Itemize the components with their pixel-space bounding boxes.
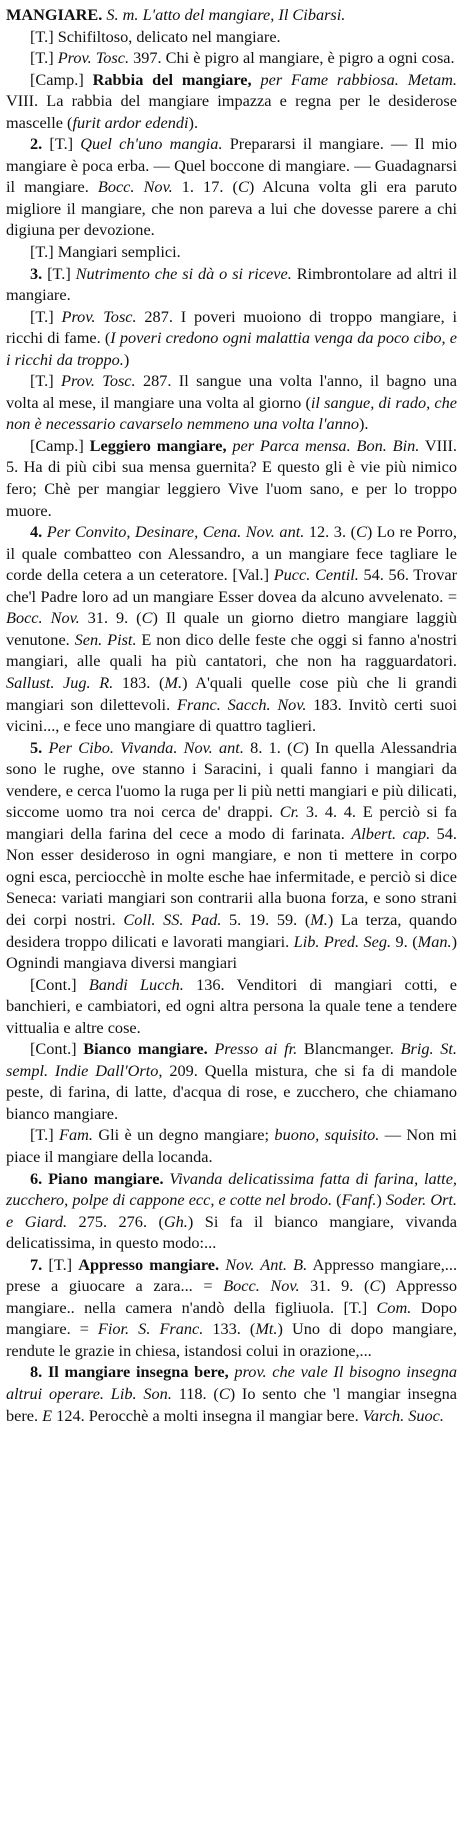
text: E non dico delle feste che oggi si fanno a'nostri mangiari, alle quali ha più cantatori, che non ha ragguardatori. [6, 629, 457, 671]
italic-text: Fanf. [341, 1190, 377, 1210]
italic-text: Pucc. Centil. [273, 565, 359, 585]
text: 275. 276. ( [67, 1211, 164, 1231]
text: 209. Quella mistura, che si fa di mandole peste, di farina, di latte, d'acqua di rose, e zucchero, che chiamano bianco mangiare. [6, 1060, 458, 1123]
bold-text: Appresso mangiare. [78, 1254, 220, 1274]
paragraph-4 [6, 521, 457, 736]
italic-text: Vivanda delicatissima fatta di farina, latte, zucchero, polpe di cappone ecc, e cotte nel brodo. [6, 1168, 457, 1210]
paragraph-t-semplici [6, 241, 457, 263]
italic-text: Cr. [279, 802, 300, 822]
text: ) Il quale un giorno dietro mangiare laggiù venutone. [6, 608, 457, 649]
text: ) [123, 349, 130, 369]
text: ) [376, 1190, 386, 1210]
italic-text: Gh. [163, 1211, 188, 1231]
text: 54. 56. Trovar che'l Padre loro ad un mangiare Esser dovea da alcuno avvelenato. = [6, 565, 458, 606]
text: ) A'quali quelle cose più che li grandi mangiari son dilettevoli. [6, 672, 457, 714]
italic-text: Presso ai fr. [207, 1039, 298, 1059]
text: 397. Chi è pigro al mangiare, è pigro a ogni cosa. [129, 48, 455, 68]
text: 183. ( [113, 672, 165, 692]
text: ) Uno di dopo mangiare, rendute le grazie in chiesa, istandosi colui in orazione,... [6, 1319, 458, 1360]
text: Prepararsi il mangiare. — Il mio mangiare è poca erba. — Quel boccone di mangiare. — Guadagnarsi il mangiare. [6, 134, 457, 197]
text: [T.] [30, 371, 62, 391]
italic-text: per Fame rabbiosa. Metam. [251, 69, 457, 89]
paragraph-2 [6, 133, 457, 241]
text: [T.] [30, 48, 58, 68]
italic-text: Prov. Tosc. [57, 48, 130, 68]
paragraph-camp-leggiero [6, 435, 457, 521]
text: Blancmanger. [297, 1039, 401, 1059]
text: [T.] [30, 1125, 60, 1145]
italic-text: Per Cibo. Vivanda. Nov. ant. [42, 737, 244, 757]
italic-text: Albert. cap. [351, 823, 431, 843]
bold-text: 5. [30, 737, 43, 757]
text: 136. Venditori di mangiari cotti, e banchieri, e cambiatori, ed ogni altra persona la quale tene a tendere vittualia e altre cose. [6, 974, 457, 1037]
italic-text: furit ardor edendi [72, 112, 189, 132]
italic-text: prov. che vale Il bisogno insegna altrui operare. Lib. Son. [6, 1362, 458, 1403]
italic-text: Nov. Ant. B. [219, 1254, 308, 1274]
text: — Non mi piace il mangiare della locanda. [6, 1125, 457, 1166]
text: [T.] [30, 306, 62, 326]
bold-text: 8. [30, 1362, 43, 1382]
bold-text: 3. [30, 263, 43, 283]
text: ) Alcuna volta gli era paruto migliore il mangiare, che non pareva a lui che dovesse parere a chi digiuna per devozione. [6, 177, 458, 240]
text: 287. I poveri muoiono di troppo mangiare, i ricchi di fame. ( [6, 306, 457, 348]
italic-text: Quel ch'uno mangia. [80, 134, 223, 154]
text: 8. 1. ( [243, 737, 293, 757]
italic-text: Varch. Suoc. [362, 1405, 444, 1425]
italic-text: C [218, 1384, 230, 1403]
text: [T.] Mangiari semplici. [30, 242, 181, 262]
bold-text: Leggiero mangiare, [89, 435, 227, 455]
bold-text: Rabbia del mangiare, [92, 69, 252, 89]
bold-text: Piano mangiare. [48, 1168, 164, 1188]
italic-text: C [292, 737, 304, 757]
paragraph-cont-bandi [6, 974, 457, 1039]
text: ( [332, 1190, 342, 1210]
italic-text: M. [164, 672, 183, 692]
text: VIII. La rabbia del mangiare impazza e regna per le desiderose mascelle ( [6, 91, 457, 132]
text: 31. 9. ( [299, 1276, 370, 1296]
bold-text: 7. [30, 1254, 43, 1274]
italic-text: Com. [376, 1297, 412, 1317]
italic-text: Fam. [59, 1125, 93, 1145]
italic-text: Bandi Lucch. [88, 974, 184, 994]
bold-text: 6. [30, 1168, 43, 1188]
text: ) La terza, quando desidera troppo dilicati e lavorati mangiari. [6, 909, 457, 951]
text: [T.] [42, 134, 81, 154]
text: 12. 3. ( [304, 522, 356, 542]
italic-text: E [42, 1405, 53, 1425]
paragraph-t-poveri [6, 306, 457, 371]
italic-text: Soder. Ort. e Giard. [6, 1190, 458, 1231]
bold-text: Il mangiare insegna bere, [47, 1362, 229, 1382]
text: [Cont.] [30, 974, 89, 994]
italic-text: Coll. SS. Pad. [123, 909, 222, 929]
italic-text: Bocc. Nov. [97, 177, 173, 197]
text: 3. 4. 4. E perciò si fa mangiari della farina del cece a modo di farinata. [6, 802, 457, 843]
text: 1. 17. ( [172, 177, 238, 197]
text: [T.] [42, 263, 76, 283]
text: 5. 19. 59. ( [221, 909, 311, 929]
text: ) Io sento che 'l mangiar insegna bere. [6, 1384, 458, 1425]
text: 124. Perocchè a molti insegna il mangiar bere. [52, 1405, 363, 1425]
entry-mangiare [6, 4, 457, 1426]
text: ) Ognindi mangiava diversi mangiari [6, 931, 457, 973]
italic-text: Brig. St. sempl. Indie Dall'Orto, [6, 1039, 457, 1080]
italic-text: Fior. S. Franc. [97, 1319, 204, 1339]
text: 9. ( [391, 931, 418, 951]
text: 183. Invitò certi suoi vicini..., e fece uno mangiare di quattro taglieri. [6, 694, 457, 736]
text: [T.] [42, 1254, 79, 1274]
paragraph-5 [6, 737, 457, 974]
text: ). [188, 112, 199, 132]
italic-text: buono, squisito. [274, 1125, 380, 1145]
italic-text: C [237, 177, 249, 197]
text: Gli è un degno mangiare; [92, 1125, 275, 1145]
italic-text: Sallust. Jug. R. [6, 672, 114, 692]
italic-text: Lib. Pred. Seg. [293, 931, 392, 951]
text: [Camp.] [30, 435, 90, 455]
italic-text: il sangue, di rado, che non è necessario cavarselo nemmeno una volta l'anno [6, 392, 457, 434]
paragraph-cont-bianco [6, 1038, 457, 1124]
paragraph-7 [6, 1254, 457, 1362]
italic-text: M. [310, 909, 328, 929]
italic-text: Bocc. Nov. [223, 1276, 300, 1296]
italic-text: C [356, 522, 367, 542]
italic-text: Prov. Tosc. [61, 306, 137, 326]
text: [Cont.] [30, 1039, 84, 1059]
text: 54. Non esser desideroso in ogni mangiare, e non ti mettere in corpo ogni esca, perciocchè in molte esche hae infermitade, e perciò si dice Seneca: variati mangiari son contrarii alla buona forza, e sono strani dei corpi nostri. [6, 823, 458, 929]
text: [T.] Schifiltoso, delicato nel mangiare. [30, 26, 281, 46]
paragraph-headword [6, 4, 457, 26]
italic-text: Bocc. Nov. [6, 608, 80, 628]
paragraph-t-pigro [6, 47, 457, 69]
italic-text: S. m. L'atto del mangiare, Il Cibarsi. [102, 5, 346, 24]
text: 133. ( [203, 1319, 256, 1339]
bold-text: MANGIARE. [6, 5, 103, 24]
italic-text: Per Convito, Desinare, Cena. Nov. ant. [42, 522, 305, 542]
text: ) Lo re Porro, il quale combatteo con Alessandro, a un mangiare fece tagliare le corde della cetera a un ceteratore. [Val.] [6, 522, 457, 585]
text: 287. Il sangue una volta l'anno, il bagno una volta al mese, il mangiare una volta al giorno ( [6, 371, 457, 412]
italic-text: Man. [417, 931, 452, 951]
text: ). [359, 414, 369, 434]
text: Dopo mangiare. = [6, 1297, 457, 1339]
text: VIII. 5. Ha di più cibi sua mensa guernita? E questo gli è vie più nimico fero; Chè per mangiar leggiero Vive l'uom sano, e per lo troppo muore. [6, 435, 458, 520]
italic-text: per Parca mensa. Bon. Bin. [226, 435, 420, 455]
paragraph-8 [6, 1361, 457, 1426]
text: ) Appresso mangiare.. nella camera n'andò della figliuola. [T.] [6, 1276, 457, 1317]
text: [Camp.] [30, 69, 93, 89]
text: Appresso mangiare,... prese a giuocare a zara... = [6, 1254, 458, 1296]
text: 31. 9. ( [79, 608, 142, 628]
text: 118. ( [171, 1384, 219, 1403]
italic-text: C [369, 1276, 381, 1296]
italic-text: Nutrimento che si dà o si riceve. [75, 263, 292, 283]
paragraph-3 [6, 263, 457, 306]
italic-text: C [141, 608, 153, 628]
bold-text: 4. [30, 522, 43, 542]
text: ) In quella Alessandria sono le rughe, ove stanno i Saracini, i quali fanno i mangiari da vendere, e cerca l'uomo la ruga per li più netti mangiari e più dilicati, siccome uomo tra noi cerca de' drappi. [6, 737, 457, 822]
bold-text: 2. [30, 134, 43, 154]
italic-text: Prov. Tosc. [61, 371, 136, 391]
paragraph-camp-rabbia [6, 69, 457, 134]
italic-text: Sen. Pist. [74, 629, 137, 649]
paragraph-6 [6, 1168, 457, 1254]
paragraph-t-schifiltoso [6, 26, 457, 48]
italic-text: Mt. [255, 1319, 278, 1339]
paragraph-t-fam [6, 1124, 457, 1167]
italic-text: I poveri credono ogni malattia venga da poco cibo, e i ricchi da troppo. [6, 328, 458, 369]
bold-text: Bianco mangiare. [83, 1039, 208, 1059]
text: Rimbrontolare ad altri il mangiare. [6, 263, 457, 305]
paragraph-t-sangue [6, 370, 457, 435]
italic-text: Franc. Sacch. Nov. [176, 694, 307, 714]
text: ) Si fa il bianco mangiare, vivanda delicatissima, in questo modo:... [6, 1211, 457, 1253]
